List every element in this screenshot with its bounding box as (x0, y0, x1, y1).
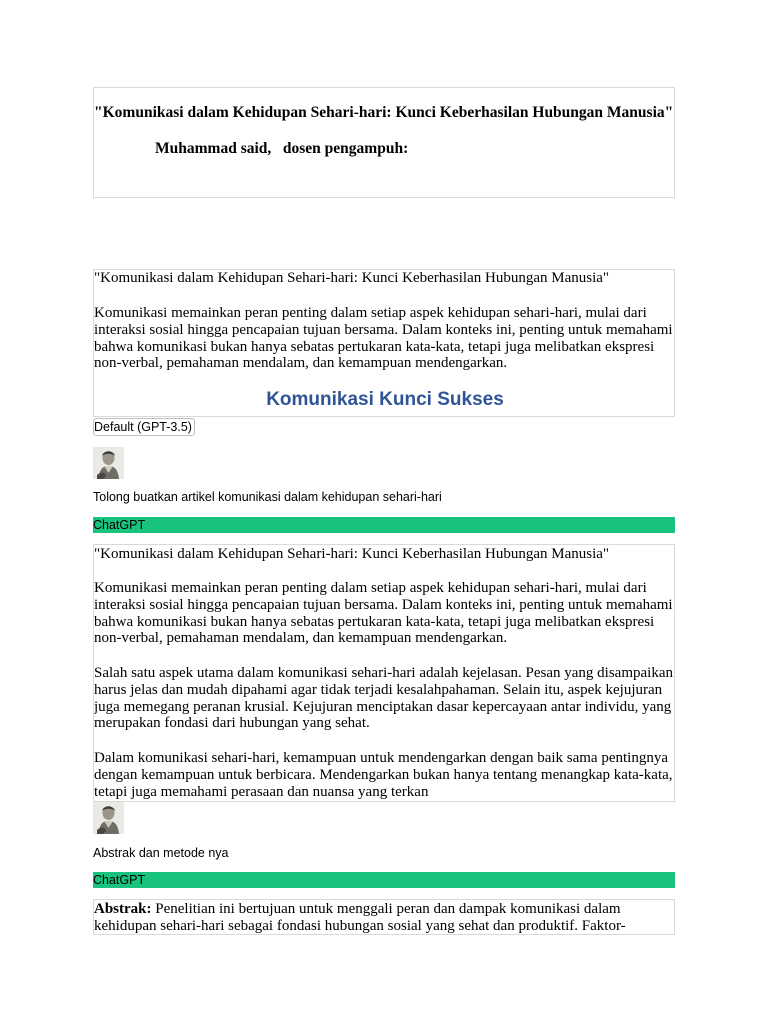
intro-box (93, 269, 675, 417)
user-avatar-icon (93, 447, 124, 479)
intro-title: "Komunikasi dalam Kehidupan Sehari-hari: Kunci Keberhasilan Hubungan Manusia" (94, 270, 610, 286)
document-title: "Komunikasi dalam Kehidupan Sehari-hari: Kunci Keberhasilan Hubungan Manusia" (94, 104, 674, 121)
intro-paragraph: Komunikasi memainkan peran penting dalam setiap aspek kehidupan sehari-hari, mulai dari interaksi sosial hingga pencapaian tujuan bersama. Dalam konteks ini, penting untuk memahami bahwa komunikasi bukan hanya sebatas pertukaran kata-kata, tetapi juga melibatkan ekspresi non-verbal, pemahaman mendalam, dan kemampuan mendengarkan. (94, 305, 673, 372)
answer-paragraph-1: Komunikasi memainkan peran penting dalam setiap aspek kehidupan sehari-hari, mulai dari interaksi sosial hingga pencapaian tujuan bersama. Dalam konteks ini, penting untuk memahami bahwa komunikasi bukan hanya sebatas pertukaran kata-kata, tetapi juga melibatkan ekspresi non-verbal, pemahaman mendalam, dan kemampuan mendengarkan. (94, 580, 673, 647)
user-prompt: Tolong buatkan artikel komunikasi dalam kehidupan sehari-hari (93, 490, 442, 504)
chatgpt-response-bar: ChatGPT (93, 517, 675, 533)
answer-paragraph-2: Salah satu aspek utama dalam komunikasi sehari-hari adalah kejelasan. Pesan yang disampaikan harus jelas dan mudah dipahami agar tidak terjadi kesalahpahaman. Selain itu, aspek kejujuran juga memegang peranan krusial. Kejujuran menciptakan dasar kepercayaan antar individu, yang merupakan fondasi dari hubungan yang sehat. (94, 665, 673, 732)
answer-box (93, 544, 675, 802)
abstract-label: Abstrak: (94, 901, 152, 917)
user-prompt: Abstrak dan metode nya (93, 846, 229, 860)
title-box (93, 87, 675, 198)
abstract-box (93, 899, 675, 935)
chatgpt-response-bar: ChatGPT (93, 872, 675, 888)
model-label: Default (GPT-3.5) (93, 418, 195, 436)
answer-title: "Komunikasi dalam Kehidupan Sehari-hari: Kunci Keberhasilan Hubungan Manusia" (94, 546, 610, 562)
abstract-text: Penelitian ini bertujuan untuk menggali peran dan dampak komunikasi dalam kehidupan sehari-hari sebagai fondasi hubungan sosial yang sehat dan produktif. Faktor- (94, 901, 626, 934)
section-heading: Komunikasi Kunci Sukses (266, 389, 504, 410)
user-avatar-icon (93, 802, 124, 834)
abstract-paragraph (94, 901, 674, 935)
author-line: Muhammad said, dosen pengampuh: (155, 140, 409, 157)
answer-paragraph-3: Dalam komunikasi sehari-hari, kemampuan untuk mendengarkan dengan baik sama pentingnya dengan kemampuan untuk berbicara. Mendengarkan bukan hanya tentang menangkap kata-kata, tetapi juga memahami perasaan dan nuansa yang terkan (94, 750, 673, 800)
